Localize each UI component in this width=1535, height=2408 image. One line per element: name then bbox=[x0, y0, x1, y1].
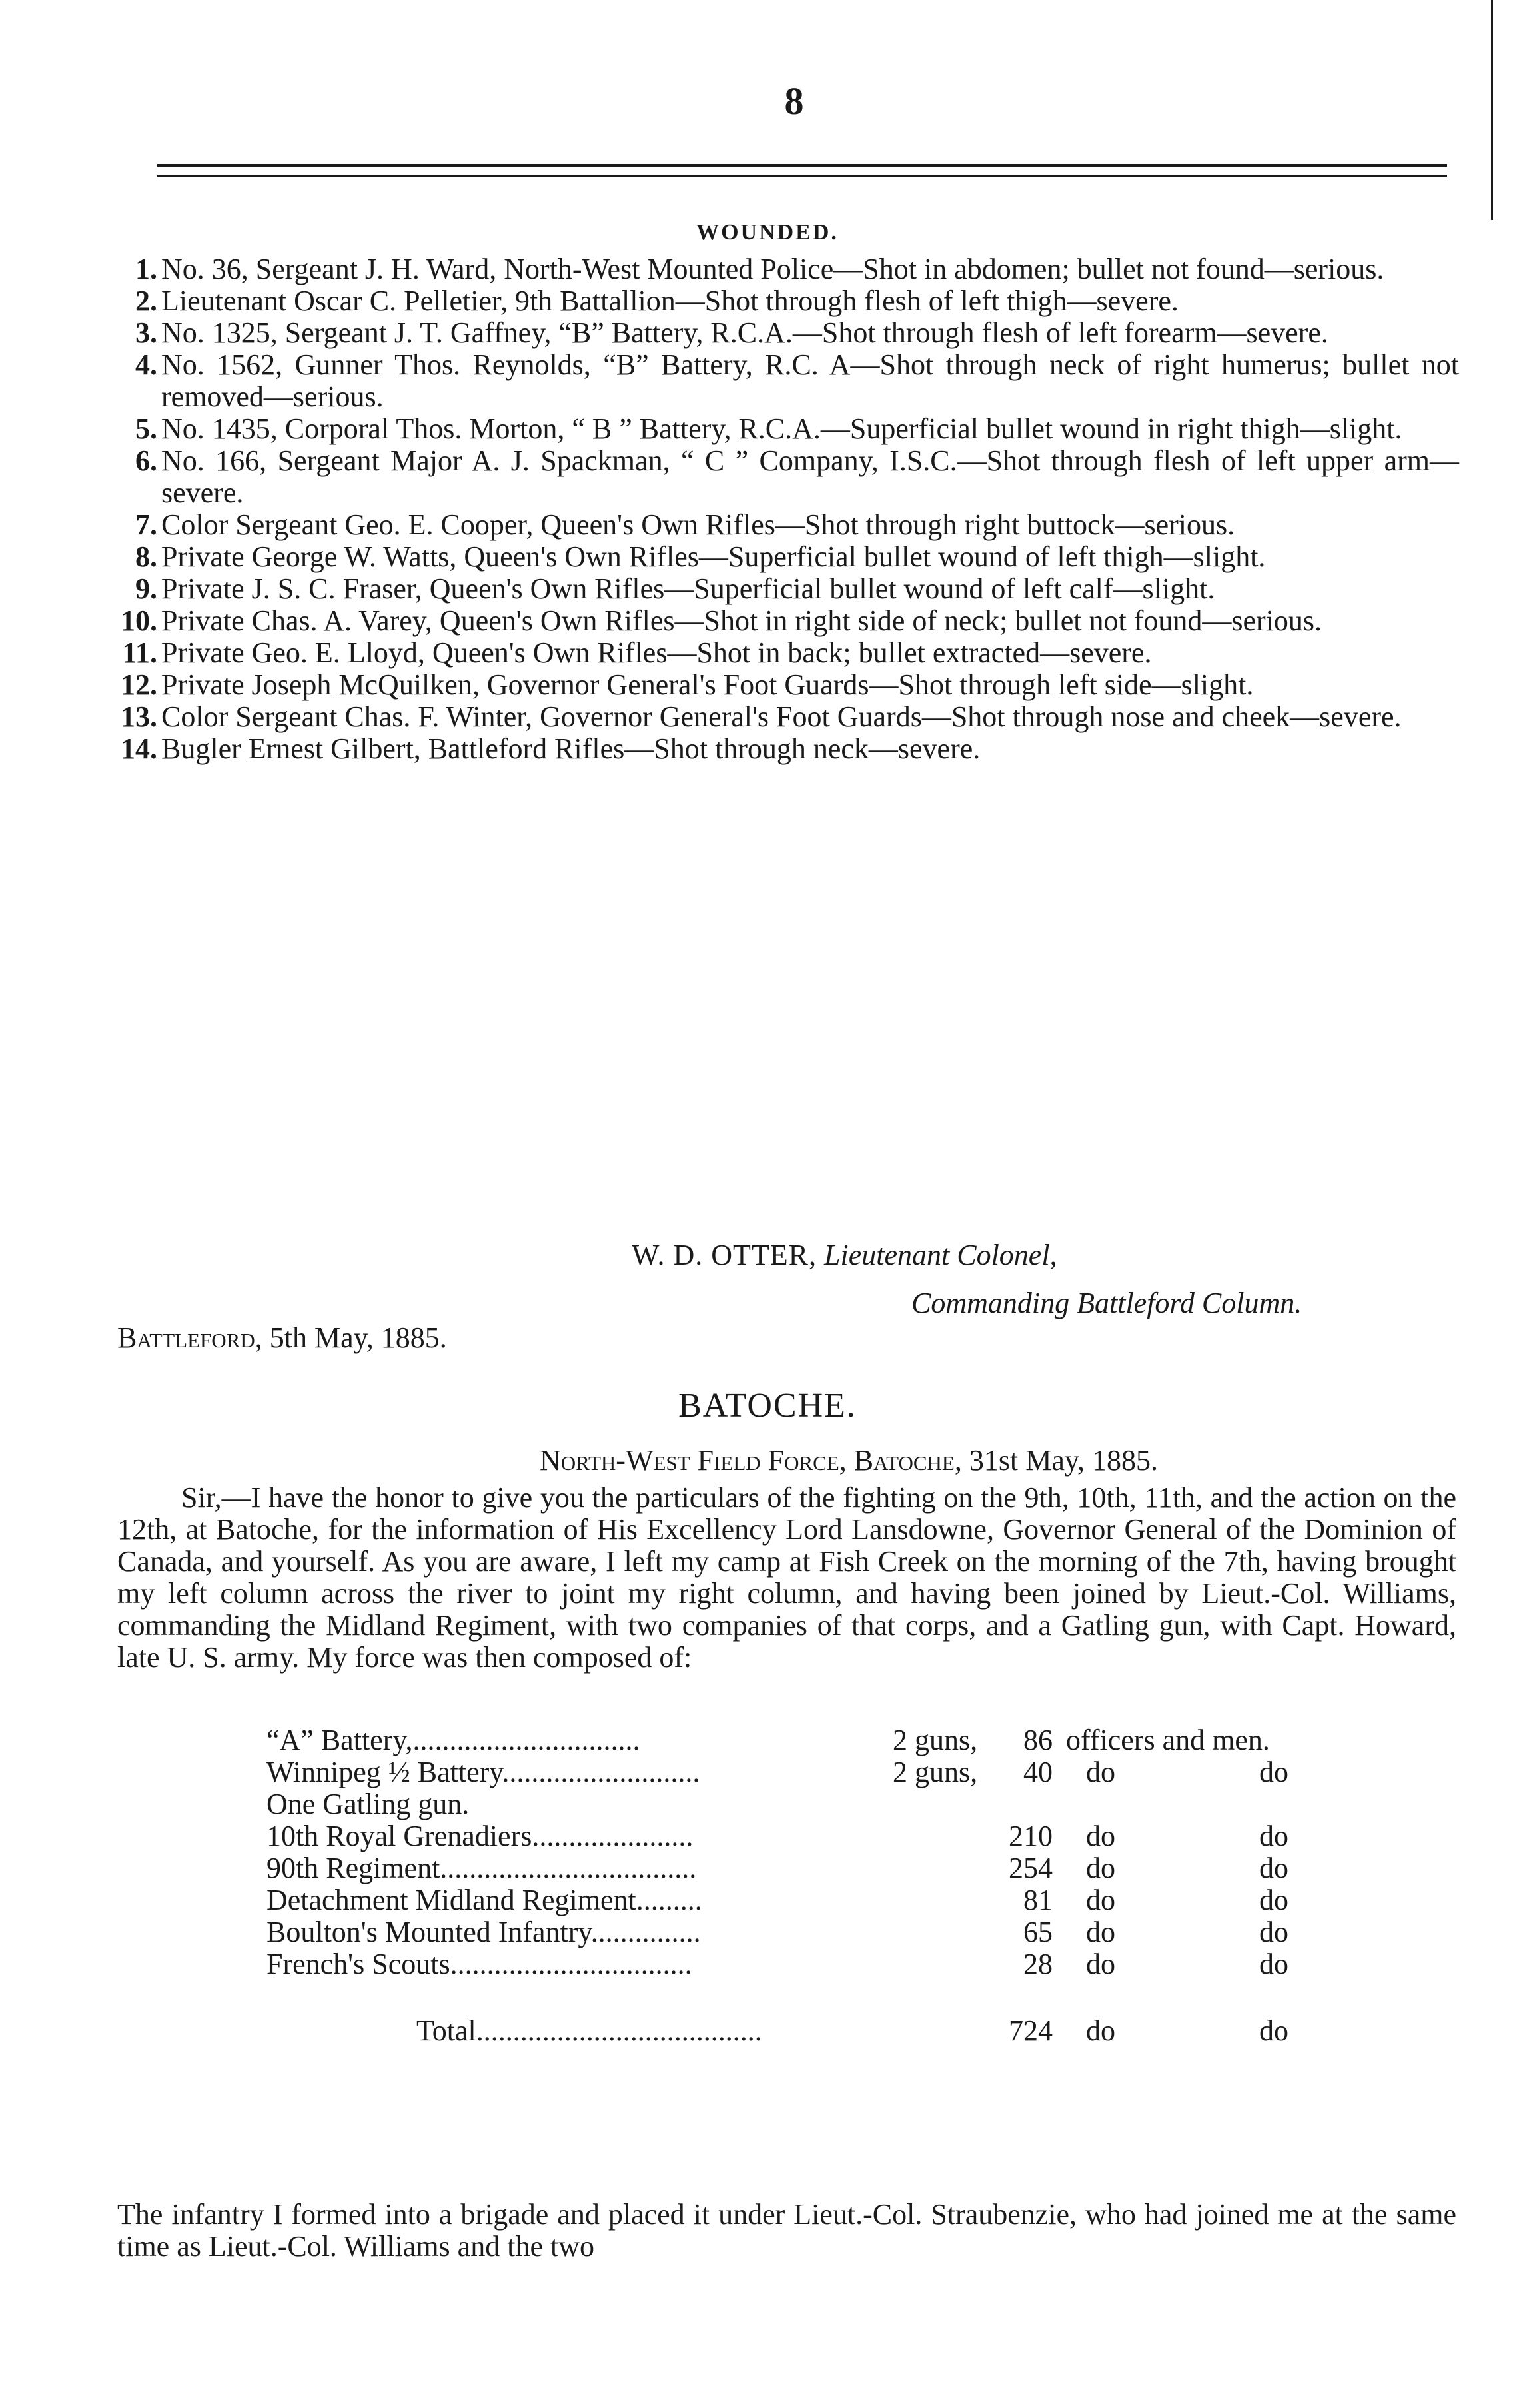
forces-row bbox=[266, 1852, 1346, 1884]
item-number: 8. bbox=[135, 540, 157, 573]
guns-count: 2 guns, bbox=[893, 1724, 978, 1756]
ditto-mark: do bbox=[1086, 1916, 1115, 1948]
ditto-mark: do bbox=[1259, 1820, 1288, 1852]
men-count: 65 bbox=[1023, 1916, 1053, 1948]
forces-row bbox=[266, 1916, 1346, 1948]
item-text: Lieutenant Oscar C. Pelletier, 9th Battallion—Shot through flesh of left thigh—severe. bbox=[161, 285, 1179, 317]
item-text: No. 36, Sergeant J. H. Ward, North-West Mounted Police—Shot in abdomen; bullet not found—serious. bbox=[161, 253, 1384, 285]
forces-row bbox=[266, 1820, 1346, 1852]
item-text: No. 166, Sergeant Major A. J. Spackman, “ C ” Company, I.S.C.—Shot through flesh of left upper arm—severe. bbox=[161, 444, 1459, 509]
ditto-mark: do bbox=[1086, 1884, 1115, 1916]
page-number: 8 bbox=[784, 79, 804, 123]
men-count: 81 bbox=[1023, 1884, 1053, 1916]
ditto-mark: do bbox=[1086, 2014, 1115, 2047]
guns-count: 2 guns, bbox=[893, 1756, 978, 1788]
item-number: 10. bbox=[121, 604, 157, 637]
signatory-name: W. D. OTTER, bbox=[632, 1239, 817, 1271]
item-text: No. 1435, Corporal Thos. Morton, “ B ” Battery, R.C.A.—Superficial bullet wound in right thigh—slight. bbox=[161, 412, 1402, 445]
wounded-item bbox=[113, 701, 1459, 733]
item-number: 13. bbox=[121, 700, 157, 733]
wounded-item bbox=[113, 637, 1459, 669]
wounded-item bbox=[113, 445, 1459, 509]
item-text: Private Geo. E. Lloyd, Queen's Own Rifles—Shot in back; bullet extracted—severe. bbox=[161, 636, 1152, 669]
wounded-item bbox=[113, 509, 1459, 541]
wounded-heading: WOUNDED. bbox=[696, 220, 839, 245]
wounded-list bbox=[113, 253, 1459, 765]
unit-name: “A” Battery,............................... bbox=[266, 1724, 640, 1756]
forces-row bbox=[266, 1756, 1346, 1788]
ditto-mark: do bbox=[1086, 1820, 1115, 1852]
item-text: Private Chas. A. Varey, Queen's Own Rifles—Shot in right side of neck; bullet not found—serious. bbox=[161, 604, 1322, 637]
ditto-mark: do bbox=[1259, 1916, 1288, 1948]
letter-header bbox=[540, 1445, 1158, 1477]
signature-line bbox=[632, 1239, 1057, 1271]
forces-row bbox=[266, 1724, 1346, 1756]
men-count: 86 bbox=[1023, 1724, 1053, 1756]
item-number: 7. bbox=[135, 508, 157, 541]
wounded-item bbox=[113, 253, 1459, 285]
wounded-item bbox=[113, 573, 1459, 605]
wounded-item bbox=[113, 317, 1459, 349]
item-text: No. 1562, Gunner Thos. Reynolds, “B” Battery, R.C. A—Shot through neck of right humerus; bullet not removed—serious. bbox=[161, 348, 1459, 413]
men-count: 28 bbox=[1023, 1948, 1053, 1980]
ditto-mark: do bbox=[1259, 1852, 1288, 1884]
item-text: No. 1325, Sergeant J. T. Gaffney, “B” Battery, R.C.A.—Shot through flesh of left forearm—severe. bbox=[161, 316, 1328, 349]
item-text: Bugler Ernest Gilbert, Battleford Rifles—Shot through neck—severe. bbox=[161, 732, 981, 765]
signatory-rank: Lieutenant Colonel, bbox=[824, 1239, 1057, 1271]
item-text: Private Joseph McQuilken, Governor General's Foot Guards—Shot through left side—slight. bbox=[161, 668, 1254, 701]
wounded-item bbox=[113, 605, 1459, 637]
letter-place: North-West Field Force, Batoche, bbox=[540, 1444, 962, 1477]
item-number: 9. bbox=[135, 572, 157, 605]
men-count: 40 bbox=[1023, 1756, 1053, 1788]
unit-name: 10th Royal Grenadiers...................... bbox=[266, 1820, 694, 1852]
men-count: 254 bbox=[1009, 1852, 1053, 1884]
wounded-item bbox=[113, 541, 1459, 573]
header-rule-bottom bbox=[157, 175, 1447, 177]
ditto-mark: do bbox=[1086, 1852, 1115, 1884]
forces-table bbox=[266, 1724, 1346, 2047]
ditto-mark: do bbox=[1259, 1884, 1288, 1916]
item-text: Private George W. Watts, Queen's Own Rifles—Superficial bullet wound of left thigh—slight. bbox=[161, 540, 1266, 573]
unit-name: Boulton's Mounted Infantry............... bbox=[266, 1916, 701, 1948]
unit-name: Winnipeg ½ Battery........................... bbox=[266, 1756, 700, 1788]
unit-name: Detachment Midland Regiment......... bbox=[266, 1884, 702, 1916]
wounded-item bbox=[113, 669, 1459, 701]
ditto-mark: do bbox=[1259, 1948, 1288, 1980]
men-label: officers and men. bbox=[1066, 1724, 1270, 1756]
ditto-mark: do bbox=[1259, 1756, 1288, 1788]
item-text: Color Sergeant Geo. E. Cooper, Queen's Own Rifles—Shot through right buttock—serious. bbox=[161, 508, 1235, 541]
item-number: 5. bbox=[135, 412, 157, 445]
header-rule-top bbox=[157, 164, 1447, 167]
item-number: 3. bbox=[135, 316, 157, 349]
letter-date: 31st May, 1885. bbox=[969, 1444, 1159, 1477]
unit-name: 90th Regiment................................... bbox=[266, 1852, 697, 1884]
men-count: 210 bbox=[1009, 1820, 1053, 1852]
dateline bbox=[117, 1322, 447, 1354]
item-text: Private J. S. C. Fraser, Queen's Own Rifles—Superficial bullet wound of left calf—slight. bbox=[161, 572, 1215, 605]
forces-row bbox=[266, 1788, 1346, 1820]
margin-line bbox=[1491, 0, 1493, 220]
letter-body: Sir,—I have the honor to give you the particulars of the fighting on the 9th, 10th, 11th, and the action on the 12th, at Batoche, for the information of His Excellency Lord Lansdowne, Governor General of the Dominion of Canada, and yourself. As you are aware, I left my camp at Fish Creek on the morning of the 7th, having brought my left column across the river to joint my right column, and having been joined by Lieut.-Col. Williams, commanding the Midland Regiment, with two companies of that corps, and a Gatling gun, with Capt. Howard, late U. S. army. My force was then composed of: bbox=[117, 1481, 1456, 1674]
wounded-item bbox=[113, 349, 1459, 413]
ditto-mark: do bbox=[1086, 1948, 1115, 1980]
forces-total-row bbox=[266, 2015, 1346, 2047]
item-number: 2. bbox=[135, 285, 157, 317]
total-label: Total....................................... bbox=[416, 2014, 762, 2047]
unit-name: One Gatling gun. bbox=[266, 1788, 470, 1820]
wounded-item bbox=[113, 413, 1459, 445]
ditto-mark: do bbox=[1259, 2014, 1288, 2047]
closing-paragraph: The infantry I formed into a brigade and placed it under Lieut.-Col. Straubenzie, who had joined me at the same time as Lieut.-Col. Williams and the two bbox=[117, 2198, 1456, 2263]
forces-row bbox=[266, 1948, 1346, 1980]
item-number: 4. bbox=[135, 348, 157, 381]
total-count: 724 bbox=[1009, 2014, 1053, 2047]
batoche-heading: BATOCHE. bbox=[678, 1387, 857, 1425]
item-number: 14. bbox=[121, 732, 157, 765]
forces-row bbox=[266, 1884, 1346, 1916]
unit-name: French's Scouts................................. bbox=[266, 1948, 692, 1980]
signatory-command: Commanding Battleford Column. bbox=[911, 1287, 1302, 1319]
wounded-item bbox=[113, 733, 1459, 765]
wounded-item bbox=[113, 285, 1459, 317]
dateline-place: Battleford, bbox=[117, 1321, 262, 1354]
dateline-date: 5th May, 1885. bbox=[269, 1321, 447, 1354]
item-number: 12. bbox=[121, 668, 157, 701]
item-number: 1. bbox=[135, 253, 157, 285]
ditto-mark: do bbox=[1086, 1756, 1115, 1788]
item-number: 6. bbox=[135, 444, 157, 477]
item-number: 11. bbox=[122, 636, 157, 669]
item-text: Color Sergeant Chas. F. Winter, Governor General's Foot Guards—Shot through nose and cheek—severe. bbox=[161, 700, 1402, 733]
